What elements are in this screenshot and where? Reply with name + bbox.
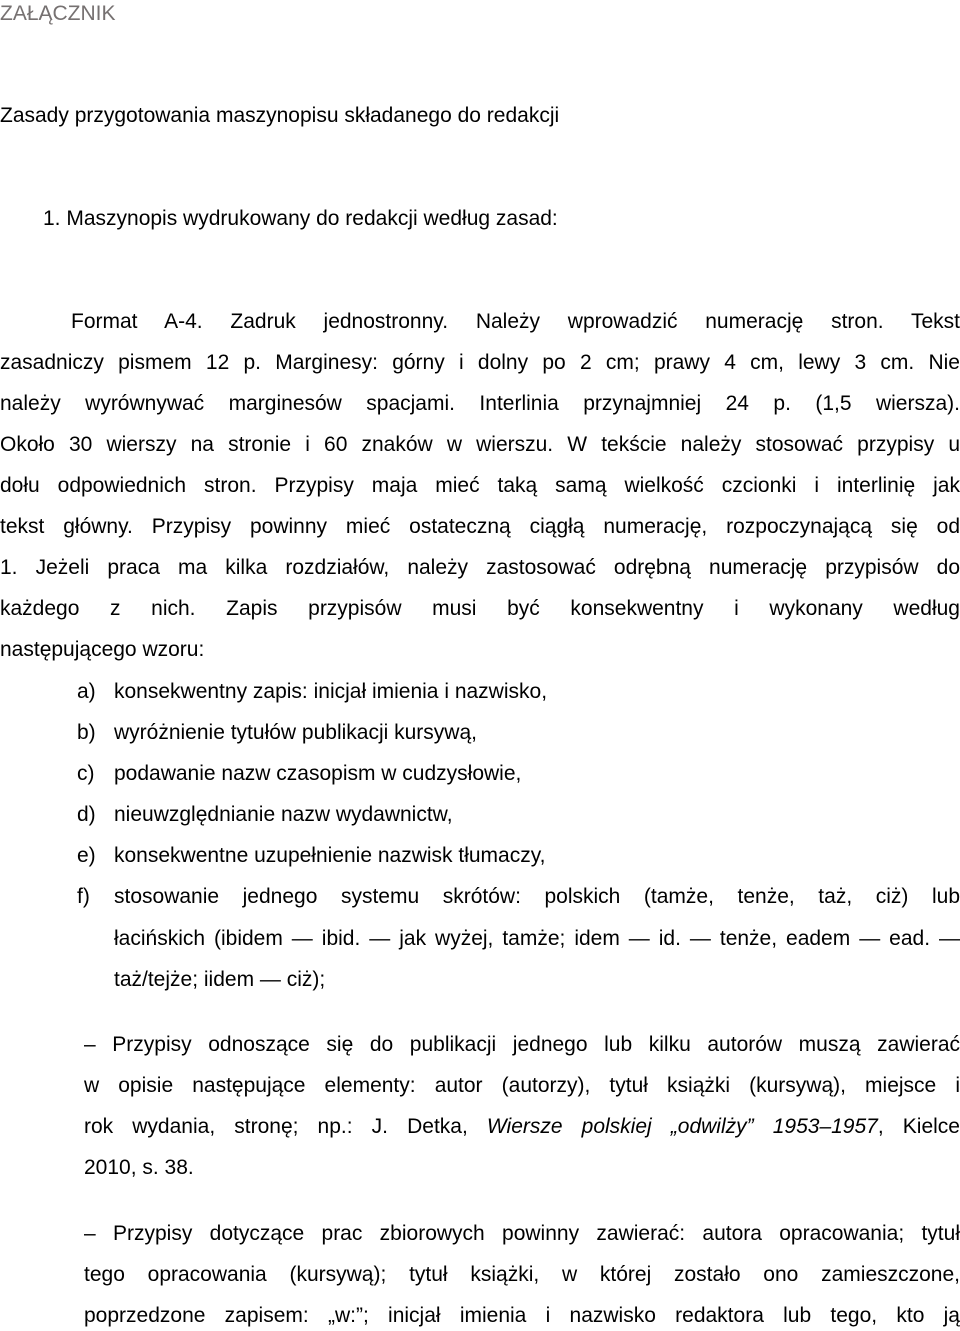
heading: ZAŁĄCZNIK [0,2,116,25]
text-line: 2010, s. 38. [84,1156,194,1179]
citation-text: rok wydania, stronę; np.: J. Detka, [84,1115,487,1138]
text-line: – Przypisy dotyczące prac zbiorowych powinny zawierać: autora opracowania; tytuł [84,1222,960,1245]
list-marker: c) [77,762,95,785]
list-item-text: nieuwzględnianie nazw wydawnictw, [114,803,453,826]
list-item-text: podawanie nazw czasopism w cudzysłowie, [114,762,522,785]
citation-text: , Kielce [877,1115,960,1138]
text-line: Format A-4. Zadruk jednostronny. Należy wprowadzić numerację stron. Tekst [71,310,960,333]
list-marker: f) [77,885,90,908]
list-item-text: konsekwentny zapis: inicjał imienia i nazwisko, [114,680,548,703]
text-line: zasadniczy pismem 12 p. Marginesy: górny i dolny po 2 cm; prawy 4 cm, lewy 3 cm. Nie [0,351,960,374]
list-marker: e) [77,844,96,867]
text-line: – Przypisy odnoszące się do publikacji jednego lub kilku autorów muszą zawierać [84,1033,960,1056]
text-line: poprzedzone zapisem: „w:”; inicjał imienia i nazwisko redaktora lub tego, kto ją [84,1304,960,1327]
section-heading-1: 1. Maszynopis wydrukowany do redakcji według zasad: [43,207,558,230]
text-line [84,1114,960,1140]
list-marker: b) [77,721,96,744]
list-item-text: taż/tejże; iidem — ciż); [114,968,326,991]
text-line: dołu odpowiednich stron. Przypisy maja mieć taką samą wielkość czcionki i interlinię jak [0,474,960,497]
list-item-text: łacińskich (ibidem — ibid. — jak wyżej, tamże; idem — id. — tenże, eadem — ead. — [114,927,960,950]
list-item-text: konsekwentne uzupełnienie nazwisk tłumaczy, [114,844,546,867]
list-marker: a) [77,680,96,703]
document-title: Zasady przygotowania maszynopisu składanego do redakcji [0,104,560,127]
citation-title: Wiersze polskiej „odwilży” 1953–1957 [486,1115,878,1138]
text-line: tekst główny. Przypisy powinny mieć ostateczną ciągłą numerację, rozpoczynającą się od [0,515,960,538]
text-line: należy wyrównywać marginesów spacjami. Interlinia przynajmniej 24 p. (1,5 wiersza). [0,392,960,415]
text-line: w opisie następujące elementy: autor (autorzy), tytuł książki (kursywą), miejsce i [84,1074,960,1097]
list-marker: d) [77,803,96,826]
text-line: tego opracowania (kursywą); tytuł książki, w której zostało ono zamieszczone, [84,1263,960,1286]
list-item-text: wyróżnienie tytułów publikacji kursywą, [114,721,477,744]
text-line: Około 30 wierszy na stronie i 60 znaków w wierszu. W tekście należy stosować przypisy u [0,433,960,456]
list-item-text: stosowanie jednego systemu skrótów: polskich (tamże, tenże, taż, ciż) lub [114,885,960,908]
text-line: następującego wzoru: [0,638,205,661]
text-line: każdego z nich. Zapis przypisów musi być konsekwentny i wykonany według [0,597,960,620]
text-line: 1. Jeżeli praca ma kilka rozdziałów, należy zastosować odrębną numerację przypisów do [0,556,960,579]
